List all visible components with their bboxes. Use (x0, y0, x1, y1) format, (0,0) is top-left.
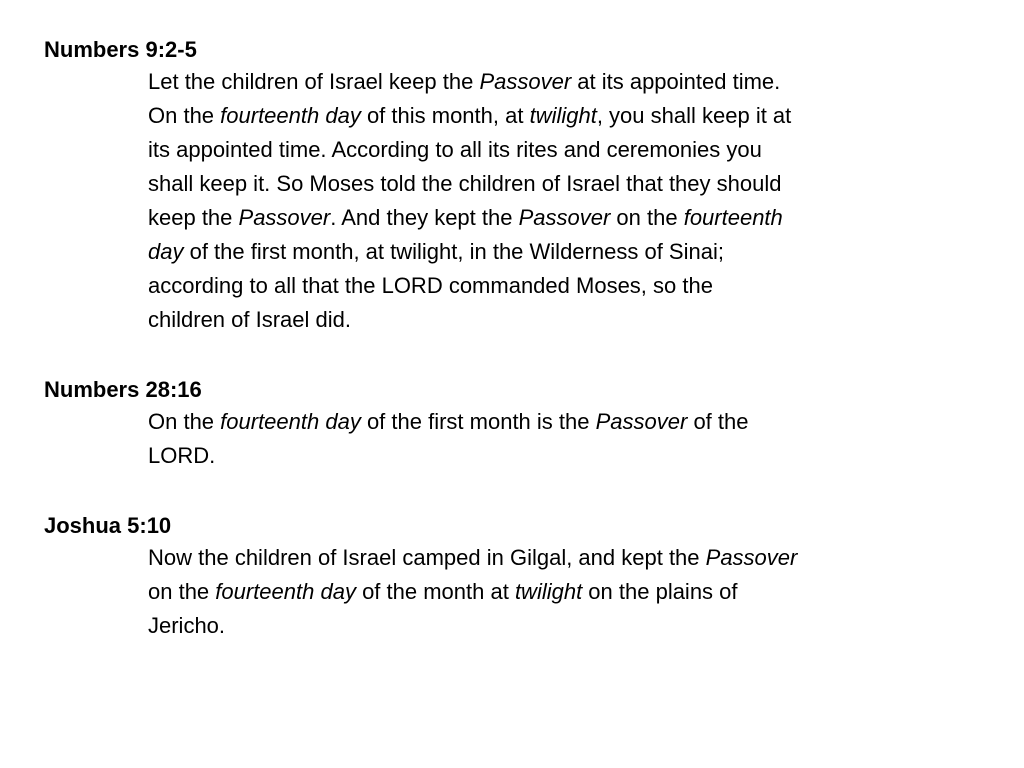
verse-line (148, 65, 1004, 99)
verse-text: of the first month is the (360, 409, 596, 434)
verse-text: On the (148, 409, 221, 434)
emphasized-text: Passover (238, 205, 331, 230)
verse-text: on the plains of (582, 579, 738, 604)
verse-text: of this month, at (360, 103, 530, 128)
emphasized-text: Passover (479, 69, 572, 94)
verse-text: , you shall keep it at (596, 103, 792, 128)
emphasized-text: fourteenth day (220, 103, 361, 128)
emphasized-text: twilight (514, 579, 583, 604)
verse-line (148, 201, 1004, 235)
verse-text: of the first month, at twilight, in the Wilderness of Sinai; (183, 239, 724, 264)
verse-line (148, 541, 1004, 575)
verse-text: according to all that the LORD commanded Moses, so the (148, 273, 713, 298)
verse-line (148, 439, 1004, 473)
verse-line (148, 405, 1004, 439)
passage-numbers-9 (44, 35, 1004, 337)
verse-text: shall keep it. So Moses told the children of Israel that they should (148, 171, 782, 196)
passage-reference: Numbers 28:16 (44, 377, 202, 402)
emphasized-text: twilight (529, 103, 597, 128)
passage-joshua-5 (44, 511, 1004, 643)
emphasized-text: fourteenth day (220, 409, 361, 434)
emphasized-text: fourteenth (683, 205, 783, 230)
verse-text: at its appointed time. (571, 69, 781, 94)
passage-reference: Numbers 9:2-5 (44, 37, 197, 62)
verse-line (148, 575, 1004, 609)
emphasized-text: Passover (705, 545, 798, 570)
verse-text: Let the children of Israel keep the (148, 69, 480, 94)
passage-reference: Joshua 5:10 (44, 513, 172, 538)
verse-text: on the (148, 579, 216, 604)
emphasized-text: Passover (518, 205, 611, 230)
verse-text: On the (148, 103, 221, 128)
passage-text (148, 405, 1004, 473)
emphasized-text: fourteenth day (215, 579, 356, 604)
passage-text (148, 65, 1004, 337)
emphasized-text: Passover (595, 409, 688, 434)
verse-text: its appointed time. According to all its rites and ceremonies you (148, 137, 762, 162)
verse-text: LORD. (148, 443, 216, 468)
verse-text: . And they kept the (330, 205, 519, 230)
verse-line (148, 99, 1004, 133)
verse-text: on the (610, 205, 684, 230)
passage-text (148, 541, 1004, 643)
verse-line (148, 303, 1004, 337)
verse-line (148, 133, 1004, 167)
verse-text: children of Israel did. (148, 307, 351, 332)
verse-text: Now the children of Israel camped in Gilgal, and kept the (148, 545, 706, 570)
verse-line (148, 269, 1004, 303)
verse-line (148, 609, 1004, 643)
verse-line (148, 235, 1004, 269)
passage-numbers-28 (44, 375, 1004, 473)
verse-line (148, 167, 1004, 201)
verse-text: Jericho. (148, 613, 226, 638)
verse-text: keep the (148, 205, 239, 230)
verse-text: of the month at (355, 579, 515, 604)
verse-text: of the (687, 409, 749, 434)
emphasized-text: day (148, 239, 184, 264)
